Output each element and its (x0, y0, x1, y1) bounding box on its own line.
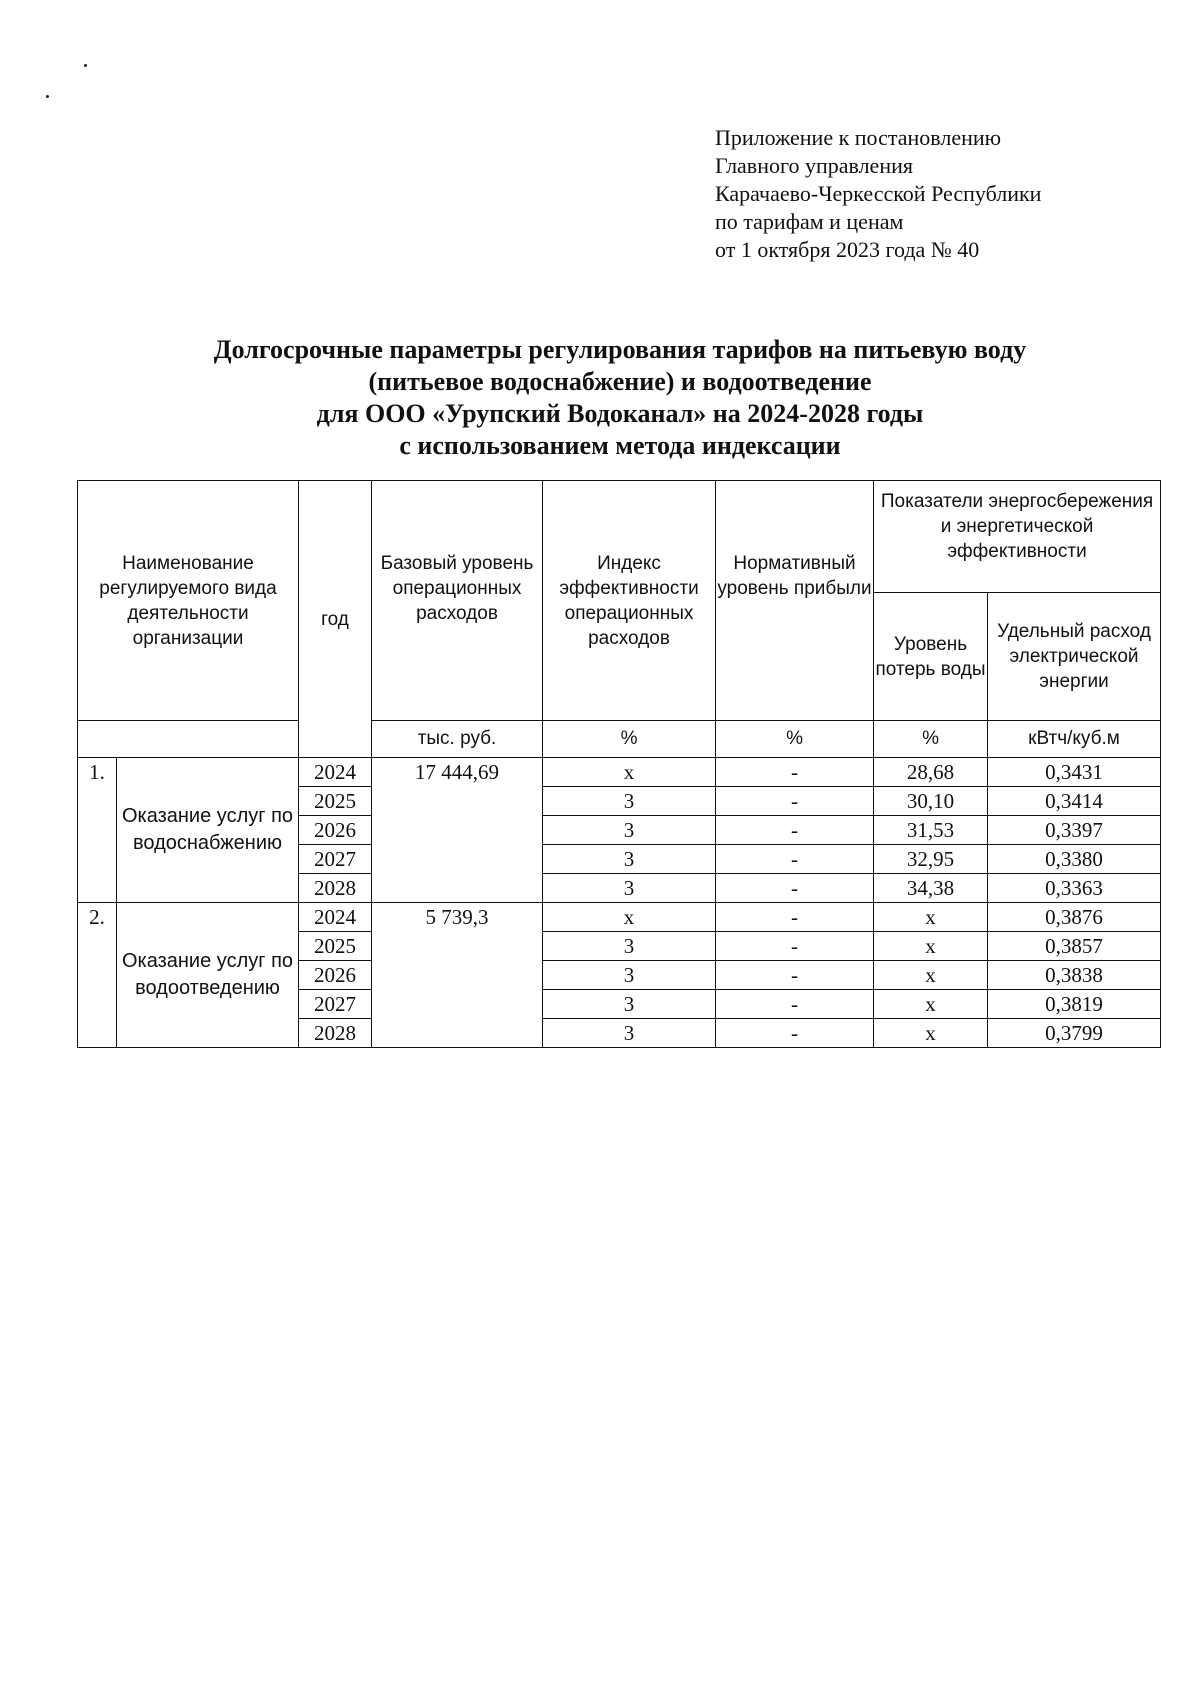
cell-profit-level: - (716, 845, 874, 874)
cell-efficiency-index: 3 (543, 1019, 716, 1048)
cell-efficiency-index: 3 (543, 787, 716, 816)
title-line: с использованием метода индексации (399, 431, 841, 460)
header-energy-group: Показатели энергосбережения и энергетической эффективности (874, 481, 1161, 593)
header-activity: Наименование регулируемого вида деятельности организации (78, 481, 299, 721)
cell-water-loss: х (874, 1019, 988, 1048)
cell-electricity: 0,3819 (988, 990, 1161, 1019)
cell-electricity: 0,3857 (988, 932, 1161, 961)
section-activity: Оказание услуг по водоотведению (117, 903, 299, 1048)
cell-year: 2027 (299, 845, 372, 874)
unit-water-loss: % (874, 721, 988, 758)
unit-profit-level: % (716, 721, 874, 758)
cell-water-loss: х (874, 961, 988, 990)
cell-water-loss: 32,95 (874, 845, 988, 874)
cell-efficiency-index: х (543, 903, 716, 932)
unit-electricity: кВтч/куб.м (988, 721, 1161, 758)
parameters-table (77, 480, 1161, 1048)
unit-efficiency-index: % (543, 721, 716, 758)
cell-electricity: 0,3431 (988, 758, 1161, 787)
cell-profit-level: - (716, 961, 874, 990)
cell-electricity: 0,3876 (988, 903, 1161, 932)
cell-efficiency-index: 3 (543, 961, 716, 990)
cell-electricity: 0,3397 (988, 816, 1161, 845)
cell-profit-level: - (716, 874, 874, 903)
cell-efficiency-index: х (543, 758, 716, 787)
section-number: 2. (78, 903, 117, 1048)
cell-water-loss: 34,38 (874, 874, 988, 903)
appendix-note (715, 124, 1041, 264)
unit-base-level: тыс. руб. (372, 721, 543, 758)
appendix-line: Главного управления (715, 153, 913, 178)
cell-profit-level: - (716, 816, 874, 845)
scan-speck (84, 64, 87, 67)
cell-base-level: 5 739,3 (372, 903, 543, 1048)
cell-efficiency-index: 3 (543, 874, 716, 903)
cell-electricity: 0,3799 (988, 1019, 1161, 1048)
cell-water-loss: 31,53 (874, 816, 988, 845)
cell-electricity: 0,3380 (988, 845, 1161, 874)
cell-year: 2028 (299, 1019, 372, 1048)
cell-water-loss: х (874, 932, 988, 961)
header-water-loss: Уровень потерь воды (874, 593, 988, 721)
header-efficiency-index: Индекс эффективности операционных расходов (543, 481, 716, 721)
cell-year: 2024 (299, 903, 372, 932)
header-year: год (299, 481, 372, 758)
cell-water-loss: х (874, 903, 988, 932)
appendix-line: по тарифам и ценам (715, 209, 904, 234)
title-line: (питьевое водоснабжение) и водоотведение (368, 367, 872, 396)
cell-water-loss: х (874, 990, 988, 1019)
cell-profit-level: - (716, 990, 874, 1019)
cell-profit-level: - (716, 903, 874, 932)
cell-profit-level: - (716, 1019, 874, 1048)
cell-year: 2028 (299, 874, 372, 903)
cell-efficiency-index: 3 (543, 990, 716, 1019)
cell-year: 2025 (299, 787, 372, 816)
cell-electricity: 0,3838 (988, 961, 1161, 990)
section-activity: Оказание услуг по водоснабжению (117, 758, 299, 903)
cell-profit-level: - (716, 787, 874, 816)
cell-electricity: 0,3363 (988, 874, 1161, 903)
section-number: 1. (78, 758, 117, 903)
document-title (120, 334, 1120, 462)
cell-efficiency-index: 3 (543, 932, 716, 961)
cell-year: 2024 (299, 758, 372, 787)
cell-water-loss: 28,68 (874, 758, 988, 787)
cell-year: 2027 (299, 990, 372, 1019)
cell-water-loss: 30,10 (874, 787, 988, 816)
title-line: Долгосрочные параметры регулирования тарифов на питьевую воду (213, 335, 1027, 364)
table-row (78, 758, 1161, 787)
cell-year: 2025 (299, 932, 372, 961)
cell-year: 2026 (299, 816, 372, 845)
cell-efficiency-index: 3 (543, 845, 716, 874)
header-profit-level: Нормативный уровень прибыли (716, 481, 874, 721)
units-row (78, 721, 1161, 758)
cell-year: 2026 (299, 961, 372, 990)
table-row (78, 903, 1161, 932)
cell-base-level: 17 444,69 (372, 758, 543, 903)
appendix-line: Приложение к постановлению (715, 125, 1002, 150)
header-base-level: Базовый уровень операционных расходов (372, 481, 543, 721)
header-row (78, 481, 1161, 593)
appendix-line: Карачаево-Черкесской Республики (715, 181, 1042, 206)
cell-efficiency-index: 3 (543, 816, 716, 845)
unit-empty (78, 721, 299, 758)
title-line: для ООО «Урупский Водоканал» на 2024-2028 годы (316, 399, 924, 428)
appendix-line: от 1 октября 2023 года № 40 (715, 237, 980, 262)
header-electricity: Удельный расход электрической энергии (988, 593, 1161, 721)
cell-profit-level: - (716, 932, 874, 961)
scan-speck (46, 95, 49, 98)
cell-electricity: 0,3414 (988, 787, 1161, 816)
cell-profit-level: - (716, 758, 874, 787)
